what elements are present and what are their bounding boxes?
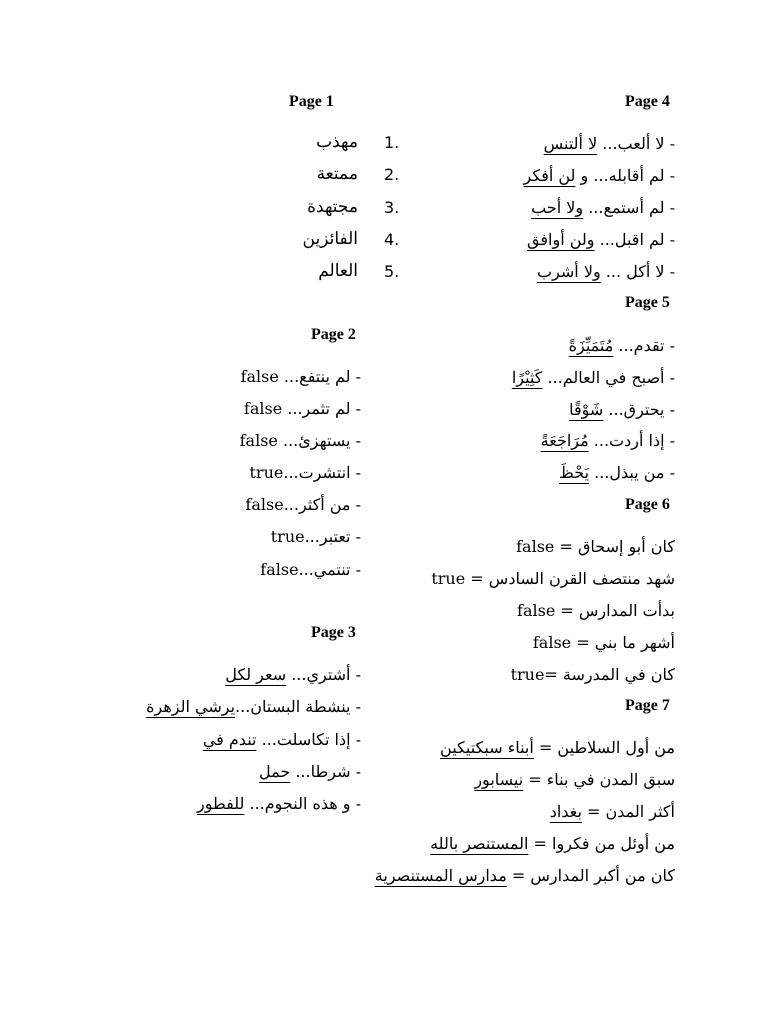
item-answer: مهذب (316, 132, 358, 152)
underlined-answer: سعر لكل (225, 665, 287, 684)
underlined-answer: يَحْظَ (559, 463, 590, 482)
underlined-answer: بغداد (549, 802, 582, 821)
list-item (527, 230, 675, 249)
list-item (531, 198, 675, 217)
underlined-answer: ولن أوافق (527, 230, 595, 249)
item-number: 3. (384, 198, 400, 217)
list-item (197, 794, 361, 813)
list-item: - لم تثمر... false (243, 399, 361, 418)
question-text: - و هذه النجوم... (244, 794, 361, 813)
list-item (474, 770, 675, 789)
question-text: - من يبذل... (589, 463, 675, 482)
question-text: من أول السلاطين = (533, 738, 675, 757)
question-text: - لا ألعب... (597, 134, 675, 153)
list-item (203, 730, 361, 749)
question-text: - ينشطة البستان... (235, 697, 361, 716)
list-item: - يستهزئ... false (239, 431, 361, 450)
item-answer: الفائزين (302, 229, 358, 249)
question-text: - لا أكل ... (600, 262, 675, 281)
list-item (559, 463, 675, 482)
page7-heading: Page 7 (625, 697, 670, 714)
item-number: 4. (384, 230, 400, 249)
list-item (544, 134, 675, 153)
underlined-answer: نيسابور (474, 770, 524, 789)
question-text: - إذا تكاسلت... (256, 730, 361, 749)
question-text: أكثر المدن = (581, 802, 675, 821)
underlined-answer: مُرَاجَعَةً (540, 431, 589, 450)
underlined-answer: أبناء سبكتيكين (440, 738, 534, 757)
page4-heading: Page 4 (625, 93, 670, 110)
item-number: 2. (384, 165, 400, 184)
question-text: - تقدم... (613, 336, 675, 355)
item-answer: العالم (318, 261, 358, 281)
question-text: - أشتري... (286, 665, 361, 684)
list-item: كان في المدرسة =true (510, 665, 675, 684)
item-answer: ممتعة (316, 164, 358, 184)
underlined-answer: المستنصر بالله (430, 834, 529, 853)
list-item (259, 762, 361, 781)
underlined-answer: حمل (259, 762, 291, 781)
list-item (225, 665, 361, 684)
page1-heading: Page 1 (289, 93, 334, 110)
list-item (430, 834, 675, 853)
question-text: - لم أقابله... و (575, 166, 675, 185)
list-item: - انتشرت...true (249, 463, 361, 482)
list-item (146, 697, 361, 716)
list-item (524, 166, 675, 185)
underlined-answer: ولا أشرب (537, 262, 601, 281)
page3-heading: Page 3 (311, 624, 356, 641)
question-text: - لم أستمع... (583, 198, 675, 217)
page6-heading: Page 6 (625, 496, 670, 513)
underlined-answer: شَوْقًا (569, 400, 604, 419)
list-item: - تعتبر...true (270, 527, 361, 546)
page2-heading: Page 2 (311, 326, 356, 343)
underlined-answer: لا ألتنس (543, 134, 598, 153)
list-item (550, 802, 675, 821)
underlined-answer: مدارس المستنصرية (374, 866, 507, 885)
list-item: - تنتمي...false (260, 560, 361, 579)
list-item: بدأت المدارس = false (517, 601, 675, 620)
underlined-answer: كَثِيْرًا (511, 368, 543, 387)
question-text: سبق المدن في بناء = (523, 770, 675, 789)
item-number: 5. (384, 262, 400, 281)
item-answer: مجتهدة (307, 197, 358, 217)
question-text: - إذا أردت... (588, 431, 675, 450)
underlined-answer: لن أفكر (523, 166, 576, 185)
underlined-answer: تندم في (202, 730, 257, 749)
item-number: 1. (384, 133, 400, 152)
underlined-answer: يرشي الزهرة (146, 697, 236, 716)
list-item (375, 866, 675, 885)
list-item: - من أكثر...false (245, 495, 361, 514)
list-item (569, 336, 675, 355)
question-text: كان من أكبر المدارس = (506, 866, 675, 885)
list-item (569, 400, 675, 419)
underlined-answer: للفطور (197, 794, 245, 813)
question-text: - يحترق... (603, 400, 675, 419)
question-text: - أصبح في العالم... (542, 368, 675, 387)
list-item (440, 738, 675, 757)
list-item (512, 368, 675, 387)
list-item: كان أبو إسحاق = false (516, 537, 675, 556)
list-item (537, 262, 675, 281)
list-item: أشهر ما بني = false (532, 633, 675, 652)
page5-heading: Page 5 (625, 294, 670, 311)
list-item: - لم ينتفع... false (240, 367, 361, 386)
question-text: - لم اقبل... (594, 230, 675, 249)
underlined-answer: مُتَمَيِّزَةً (568, 336, 614, 355)
question-text: من أوئل من فكروا = (528, 834, 675, 853)
list-item: شهد منتصف القرن السادس = true (431, 569, 675, 588)
list-item (541, 431, 675, 450)
question-text: - شرطا... (290, 762, 361, 781)
underlined-answer: ولا أحب (531, 198, 584, 217)
